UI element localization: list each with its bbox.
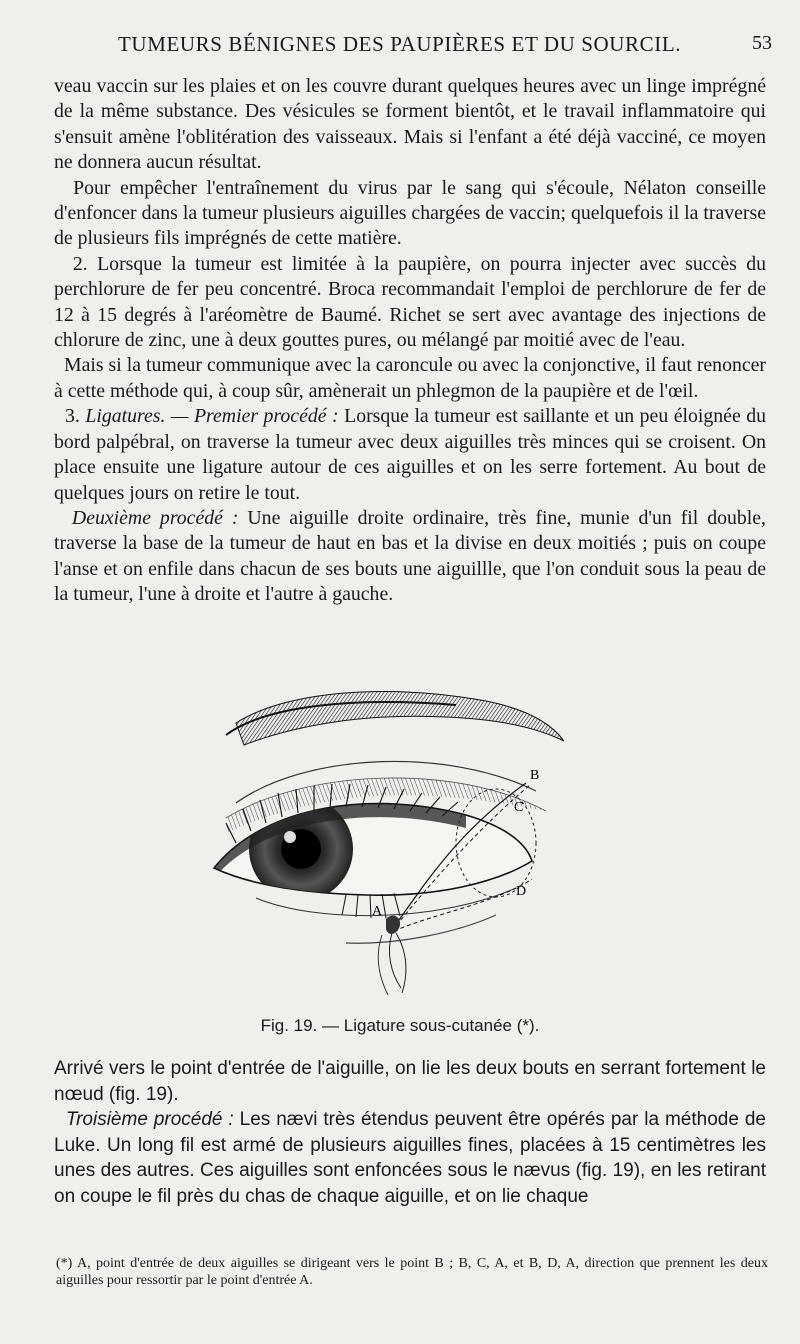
paragraph: Deuxième procédé : Une aiguille droite ordinaire, très fine, munie d'un fil double, traverse la base de la tumeur de haut en bas et la divise en deux moitiés ; puis on coupe l'anse et on enfile dans chacun de ses bouts une aiguillle, que l'on conduit sous la peau de la tumeur, l'une à droite et l'autre à gauche. — [54, 506, 767, 606]
running-title: TUMEURS BÉNIGNES DES PAUPIÈRES ET DU SOURCIL. — [118, 32, 682, 56]
section-heading: Ligatures. — Premier procédé : — [85, 405, 339, 428]
label-d: D — [516, 884, 527, 899]
paragraph: 2. Lorsque la tumeur est limitée à la paupière, on pourra injecter avec succès du perchlorure de fer peu concentré. Broca recommandait l'emploi de perchlorure de fer de 12 à 15 degrés à l'aréomètre de Baumé. Richet se sert avec avantage des injections de chlorure de zinc, une à deux gouttes pures, ou mélangé par moitié avec de l'eau. — [54, 252, 767, 352]
section-heading: Troisième procédé : — [65, 1109, 234, 1131]
running-header — [52, 30, 772, 60]
page-number: 53 — [752, 32, 772, 54]
figure-caption: Fig. 19. — Ligature sous-cutanée (*). — [260, 1016, 540, 1035]
main-text — [54, 74, 766, 608]
paragraph: Arrivé vers le point d'entrée de l'aiguille, on lie les deux bouts en serrant fortement le nœud (fig. 19). — [54, 1058, 766, 1105]
continued-text — [54, 1056, 766, 1210]
footnote: (*) A, point d'entrée de deux aiguilles se dirigeant vers le point B ; B, C, A, et B, D, A, direction que prennent les deux aiguilles pour ressortir par le point d'entrée A. — [56, 1256, 768, 1288]
paragraph: Pour empêcher l'entraînement du virus par le sang qui s'écoule, Nélaton conseille d'enfoncer dans la tumeur plusieurs aiguilles chargées de vaccin; quelquefois il la traverse de plusieurs fils imprégnés de cette matière. — [54, 176, 766, 250]
eye-illustration — [196, 683, 616, 1003]
paragraph: veau vaccin sur les plaies et on les couvre durant quelques heures avec un linge imprégné de la même substance. Des vésicules se forment bientôt, et le travail inflammatoire qui s'ensuit amène l'oblitération des vaisseaux. Mais si l'enfant a été déjà vacciné, ce moyen ne donnera aucun résultat. — [54, 75, 766, 174]
paragraph: Mais si la tumeur communique avec la caroncule ou avec la conjonctive, il faut renoncer à cette méthode qui, à coup sûr, amènerait un phlegmon de la paupière et de l'œil. — [54, 354, 767, 402]
label-b: B — [530, 768, 540, 783]
label-a: A — [372, 904, 383, 919]
label-c: C — [514, 800, 524, 815]
paragraph: Troisième procédé : Les nævi très étendus peuvent être opérés par la méthode de Luke. Un long fil est armé de plusieurs aiguilles fines, placées à 15 centimètres les unes des autres. Ces aiguilles sont enfoncées sous le nævus (fig. 19), en les retirant on coupe le fil près du chas de chaque aiguille, et on lie chaque — [54, 1109, 766, 1207]
eye-engraving — [196, 683, 616, 1003]
section-heading: Deuxième procédé : — [71, 506, 239, 529]
paragraph: 3. Ligatures. — Premier procédé : Lorsque la tumeur est saillante et un peu éloignée du bord palpébral, on traverse la tumeur avec deux aiguilles très minces qui se croisent. On place ensuite une ligature autour de ces aiguilles et on les serre fortement. Au bout de quelques jours on retire le tout. — [54, 405, 767, 504]
